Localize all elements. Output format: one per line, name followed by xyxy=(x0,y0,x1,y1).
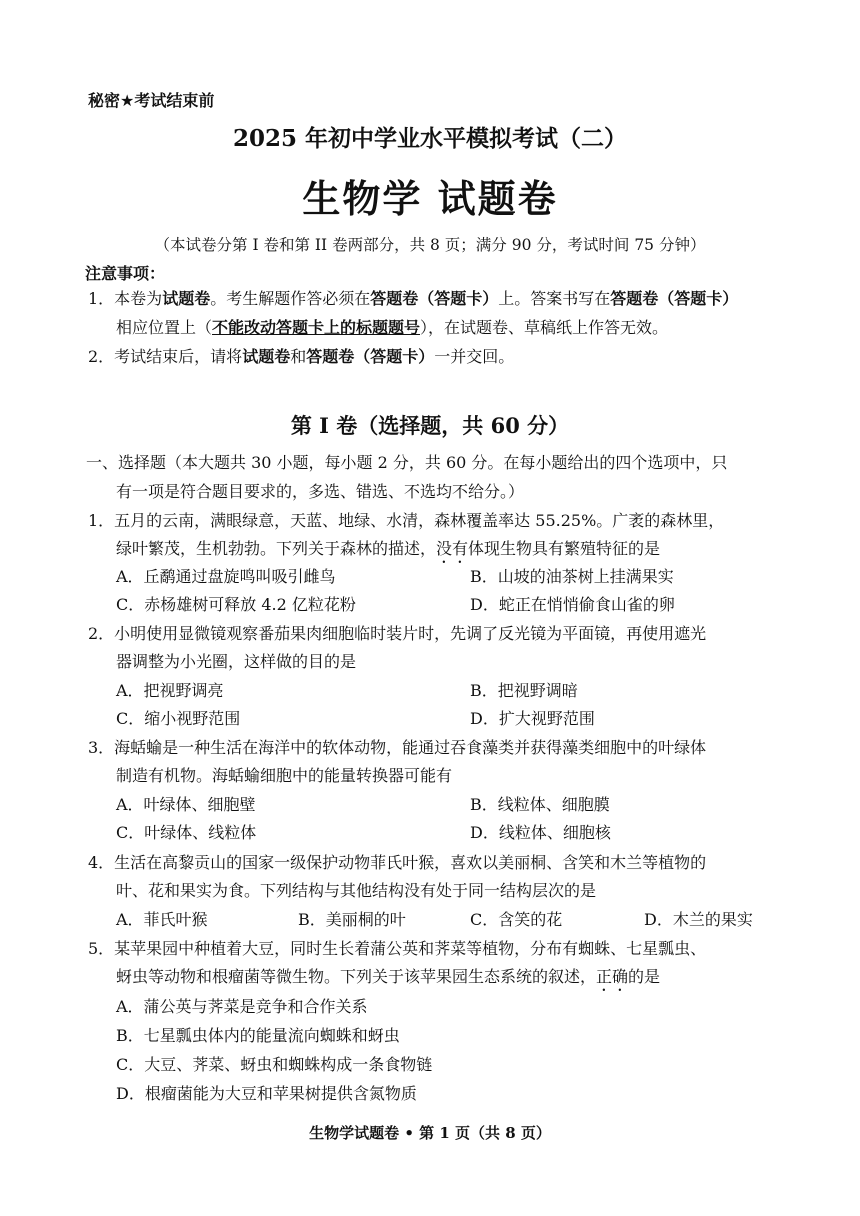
question-3-option-d: D．线粒体、细胞核 xyxy=(470,823,611,842)
question-2-line-1: 2．小明使用显微镜观察番茄果肉细胞临时装片时，先调了反光镜为平面镜，再使用遮光 xyxy=(88,624,707,643)
notice-text: 相应位置上（ xyxy=(116,318,213,337)
question-5-line-2 xyxy=(116,966,660,995)
question-2-option-c: C．缩小视野范围 xyxy=(116,709,241,728)
question-text: 绿叶繁茂，生机勃勃。下列关于森林的描述， xyxy=(116,539,437,558)
question-5-option-b: B．七星瓢虫体内的能量流向蜘蛛和蚜虫 xyxy=(116,1026,400,1045)
notice-bold: 答题卷（答题卡） xyxy=(370,289,499,308)
notice-text: 一并交回。 xyxy=(434,347,515,366)
question-5-option-d: D．根瘤菌能为大豆和苹果树提供含氮物质 xyxy=(116,1084,417,1103)
question-2-option-b: B．把视野调暗 xyxy=(470,681,578,700)
question-text: 蚜虫等动物和根瘤菌等微生物。下列关于该苹果园生态系统的叙述， xyxy=(116,967,597,986)
notice-underlined: 不能改动答题卡上的标题题号 xyxy=(212,318,421,337)
question-3-option-b: B．线粒体、细胞膜 xyxy=(470,795,610,814)
question-4-option-a: A．菲氏叶猴 xyxy=(116,910,208,929)
question-1-option-b: B．山坡的油茶树上挂满果实 xyxy=(470,567,674,586)
question-5-option-c: C．大豆、荠菜、蚜虫和蜘蛛构成一条食物链 xyxy=(116,1055,433,1074)
question-2-option-a: A．把视野调亮 xyxy=(116,681,224,700)
notice-text: 2．考试结束后，请将 xyxy=(88,347,243,366)
notice-bold: 试题卷 xyxy=(242,347,291,366)
notice-text: 1．本卷为 xyxy=(88,289,163,308)
page-footer: 生物学试题卷 • 第 1 页（共 8 页） xyxy=(309,1124,551,1142)
question-3-option-c: C．叶绿体、线粒体 xyxy=(116,823,257,842)
part-instructions-line-2: 有一项是符合题目要求的，多选、错选、不选均不给分。） xyxy=(116,482,525,501)
notice-text: 和 xyxy=(290,347,307,366)
exam-title: 2025 年初中学业水平模拟考试（二） xyxy=(232,125,628,152)
part-instructions-line-1: 一、选择题（本大题共 30 小题，每小题 2 分，共 60 分。在每小题给出的四个选项中，只 xyxy=(86,453,728,472)
question-5-option-a: A．蒲公英与荠菜是竞争和合作关系 xyxy=(116,997,368,1016)
question-4-option-c: C．含笑的花 xyxy=(470,910,563,929)
question-3-line-2: 制造有机物。海蛞蝓细胞中的能量转换器可能有 xyxy=(116,766,453,785)
paper-title: 生物学 试题卷 xyxy=(302,177,558,221)
question-2-option-d: D．扩大视野范围 xyxy=(470,709,595,728)
emphasis-text: 正确 xyxy=(596,967,629,986)
question-4-line-2: 叶、花和果实为食。下列结构与其他结构没有处于同一结构层次的是 xyxy=(116,881,597,900)
question-text: 的是 xyxy=(628,967,661,986)
notice-text: 上。答案书写在 xyxy=(498,289,611,308)
question-1-line-1: 1．五月的云南，满眼绿意，天蓝、地绿、水清，森林覆盖率达 55.25%。广袤的森林里， xyxy=(88,511,725,530)
question-5-line-1: 5．某苹果园中种植着大豆，同时生长着蒲公英和荠菜等植物，分布有蜘蛛、七星瓢虫、 xyxy=(88,939,707,958)
notice-item-2 xyxy=(88,346,514,368)
question-text: 体现生物具有繁殖特征的是 xyxy=(468,539,661,558)
question-1-option-c: C．赤杨雄树可释放 4.2 亿粒花粉 xyxy=(116,595,356,614)
question-1-option-d: D．蛇正在悄悄偷食山雀的卵 xyxy=(470,595,675,614)
notice-bold: 答题卷（答题卡） xyxy=(306,347,435,366)
notice-text: 。考生解题作答必须在 xyxy=(210,289,371,308)
notice-bold: 试题卷 xyxy=(162,289,211,308)
question-1-option-a: A．丘鹬通过盘旋鸣叫吸引雌鸟 xyxy=(116,567,336,586)
notice-bold: 答题卷（答题卡） xyxy=(610,289,739,308)
emphasis-text: 没有 xyxy=(436,539,469,558)
notice-item-1-line-2 xyxy=(116,317,668,339)
question-4-line-1: 4．生活在高黎贡山的国家一级保护动物菲氏叶猴，喜欢以美丽桐、含笑和木兰等植物的 xyxy=(88,853,707,872)
question-4-option-b: B．美丽桐的叶 xyxy=(298,910,406,929)
notice-item-1-line-1 xyxy=(88,288,738,310)
section-title: 第 I 卷（选择题，共 60 分） xyxy=(290,413,570,438)
confidential-label: 秘密★考试结束前 xyxy=(88,91,215,110)
question-3-option-a: A．叶绿体、细胞壁 xyxy=(116,795,256,814)
question-4-option-d: D．木兰的果实 xyxy=(644,910,753,929)
notice-text: ），在试题卷、草稿纸上作答无效。 xyxy=(420,318,669,337)
question-3-line-1: 3．海蛞蝓是一种生活在海洋中的软体动物，能通过吞食藻类并获得藻类细胞中的叶绿体 xyxy=(88,738,707,757)
question-1-line-2 xyxy=(116,538,660,567)
question-2-line-2: 器调整为小光圈，这样做的目的是 xyxy=(116,652,357,671)
notice-heading: 注意事项： xyxy=(85,264,166,283)
paper-info: （本试卷分第 I 卷和第 II 卷两部分，共 8 页；满分 90 分，考试时间 75 分钟） xyxy=(154,236,706,254)
